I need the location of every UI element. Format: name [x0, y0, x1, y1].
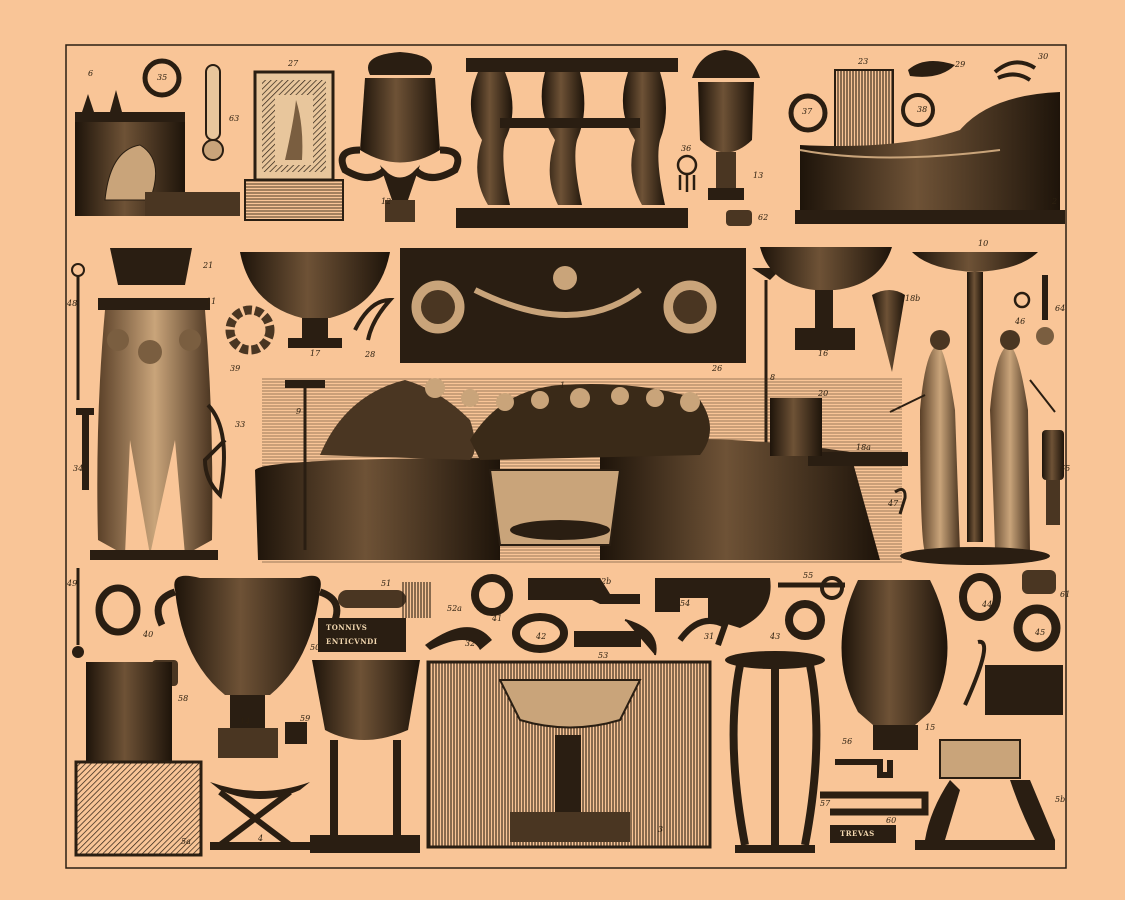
item-number: 63 — [229, 114, 240, 123]
item-number: 35 — [157, 73, 168, 82]
banquet-scene-1 — [255, 378, 908, 563]
item-number: 33 — [235, 420, 246, 429]
item-number: 5b — [1055, 795, 1066, 804]
item-number: 26 — [712, 364, 723, 373]
seal-62 — [726, 210, 752, 226]
clamp-34 — [76, 408, 94, 490]
item-number: 32 — [465, 639, 476, 648]
item-number: 41 — [492, 614, 503, 623]
bead-61 — [1022, 570, 1056, 594]
fibula-31 — [680, 621, 725, 645]
item-number: 20 — [818, 389, 829, 398]
bust-pendant-64 — [1036, 275, 1054, 345]
item-number: 49 — [67, 579, 78, 588]
item-number: 23 — [858, 57, 869, 66]
item-number: 28 — [365, 350, 376, 359]
item-number: 43 — [770, 632, 781, 641]
item-number: 13 — [753, 171, 764, 180]
item-number: 5a — [181, 837, 191, 846]
item-number: 4 — [258, 834, 264, 843]
item-number: 46 — [1015, 317, 1026, 326]
item-number: 38 — [917, 105, 928, 114]
item-number: 50 — [310, 643, 321, 652]
tripod-table — [725, 651, 825, 853]
tablet-inscription-line-2: ENTICVNDI — [326, 637, 378, 646]
item-number: 31 — [704, 632, 715, 641]
item-number: 3 — [658, 825, 664, 834]
fibula-32 — [425, 627, 492, 650]
item-number: 18a — [856, 443, 871, 452]
item-number: 55 — [803, 571, 814, 580]
item-number: 52b — [596, 577, 612, 586]
sarcophagus-26 — [400, 248, 746, 363]
item-number: 10 — [978, 239, 989, 248]
item-number: 45 — [1035, 628, 1046, 637]
seat-3 — [428, 662, 710, 847]
key-53 — [575, 620, 656, 655]
item-number: 17 — [310, 349, 321, 358]
pendant-46 — [1015, 293, 1029, 307]
item-number: 34 — [73, 464, 84, 473]
handle-28 — [355, 300, 390, 340]
item-number: 56 — [842, 737, 853, 746]
key-56 — [835, 760, 890, 775]
item-number: 30 — [1038, 52, 1049, 61]
item-number: 62 — [758, 213, 769, 222]
item-number: 18b — [905, 294, 921, 303]
bowl-17 — [240, 252, 390, 348]
item-number: 7 — [603, 219, 609, 228]
item-number: 64 — [1055, 304, 1066, 313]
item-number: 51 — [381, 579, 392, 588]
item-number: 16 — [818, 349, 829, 358]
rod-48 — [72, 264, 84, 400]
pendant-65 — [1042, 430, 1064, 525]
item-number: 29 — [955, 60, 966, 69]
fibula-29 — [908, 61, 955, 77]
tazza-16 — [760, 247, 892, 350]
item-number: 37 — [802, 107, 813, 116]
item-number: 53 — [598, 651, 609, 660]
ring-41 — [475, 578, 509, 612]
pin — [965, 642, 984, 705]
item-number: 39 — [230, 364, 241, 373]
ring-44 — [963, 577, 997, 617]
item-number: 59 — [300, 714, 311, 723]
krater-14 — [158, 576, 337, 758]
item-number: 44 — [982, 600, 993, 609]
hairpin-63 — [203, 65, 223, 160]
item-number: 61 — [1060, 590, 1071, 599]
item-number: 47 — [888, 499, 899, 508]
item-number: 6 — [88, 69, 94, 78]
shrine-27 — [245, 72, 343, 220]
key-52b — [528, 578, 640, 604]
item-number: 40 — [143, 630, 154, 639]
urn-13 — [692, 50, 760, 200]
item-number: 36 — [681, 144, 692, 153]
item-number: 54 — [680, 599, 691, 608]
item-number: 52a — [447, 604, 462, 613]
item-number: 2 — [1052, 197, 1058, 206]
item-number: 21 — [203, 261, 214, 270]
vase-12 — [342, 52, 458, 222]
item-number: 14 — [240, 717, 251, 726]
item-number: 15 — [925, 723, 936, 732]
item-number: 65 — [1060, 464, 1071, 473]
item-number: 42 — [536, 632, 547, 641]
tablet-inscription-line-1: TONNIVS — [326, 623, 368, 632]
cube-59 — [285, 722, 307, 744]
ring-43 — [789, 604, 821, 636]
item-number: 48 — [67, 299, 78, 308]
bead-51 — [338, 590, 406, 608]
three-graces-11 — [90, 248, 218, 560]
item-number: 8 — [770, 373, 776, 382]
item-number: 60 — [886, 816, 897, 825]
fibula-30 — [995, 62, 1035, 80]
item-number: 12 — [381, 197, 392, 206]
item-number: 11 — [206, 297, 217, 306]
item-number: 27 — [288, 59, 299, 68]
planter — [310, 660, 420, 853]
amphora-18b — [872, 290, 905, 372]
pedestal-5a — [76, 662, 201, 855]
lion-table-7 — [456, 58, 688, 228]
couch-2 — [795, 70, 1065, 224]
torc-39 — [230, 310, 270, 350]
stamp-inscription: TREVAS — [840, 829, 875, 838]
key-57 — [820, 795, 925, 812]
earring-36 — [678, 156, 696, 192]
ring-40 — [99, 588, 137, 632]
item-number: 58 — [178, 694, 189, 703]
key-52a — [402, 582, 432, 618]
item-number: 1 — [560, 381, 566, 390]
item-number: 57 — [820, 799, 831, 808]
item-number: 9 — [296, 407, 302, 416]
